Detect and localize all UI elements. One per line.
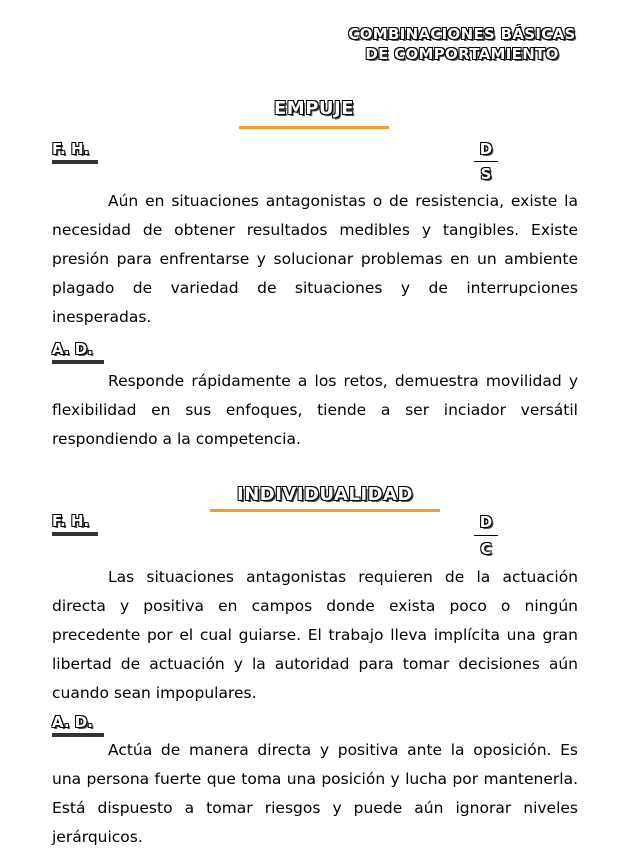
ratio-bottom: S <box>480 165 492 183</box>
fh-paragraph: Aún en situaciones antagonistas o de resistencia, existe la necesidad de obtener resultados medibles y tangibles. Existe presión para enfrentarse y solucionar problemas en un ambiente plagado de variedad de situaciones y de interrupciones inesperadas. <box>52 192 578 326</box>
ratio-divider <box>474 161 498 162</box>
fh-paragraph: Las situaciones antagonistas requieren de la actuación directa y positiva en campos donde exista poco o ningún precedente por el cual guiarse. El trabajo lleva implícita una gran libertad de actuación y la autoridad para tomar decisiones aún cuando sean impopulares. <box>52 568 578 702</box>
ratio-top: D <box>479 140 493 158</box>
header-line-1: COMBINACIONES BÁSICAS <box>348 25 576 43</box>
fh-label: F. H. <box>52 140 90 158</box>
ad-label: A. D. <box>52 340 93 358</box>
ratio-bottom: C <box>480 540 492 558</box>
document-header <box>322 24 602 64</box>
section-title-empuje: EMPUJE <box>273 98 354 119</box>
ratio-top: D <box>479 513 493 531</box>
fh-label: F. H. <box>52 512 90 530</box>
label-underline <box>52 532 98 536</box>
ad-label: A. D. <box>52 713 93 731</box>
label-underline <box>52 160 98 164</box>
ratio-divider <box>474 535 498 536</box>
title-underline <box>210 509 440 512</box>
ad-paragraph: Actúa de manera directa y positiva ante la oposición. Es una persona fuerte que toma una posición y lucha por mantenerla. Está dispuesto a tomar riesgos y puede aún ignorar niveles jerárquicos. <box>52 741 578 846</box>
label-underline <box>52 360 104 364</box>
header-line-2: DE COMPORTAMIENTO <box>365 45 559 63</box>
title-underline <box>239 126 389 129</box>
section-title-individualidad: INDIVIDUALIDAD <box>237 484 413 505</box>
ad-paragraph: Responde rápidamente a los retos, demuestra movilidad y flexibilidad en sus enfoques, tiende a ser inciador versátil respondiendo a la competencia. <box>52 372 578 448</box>
